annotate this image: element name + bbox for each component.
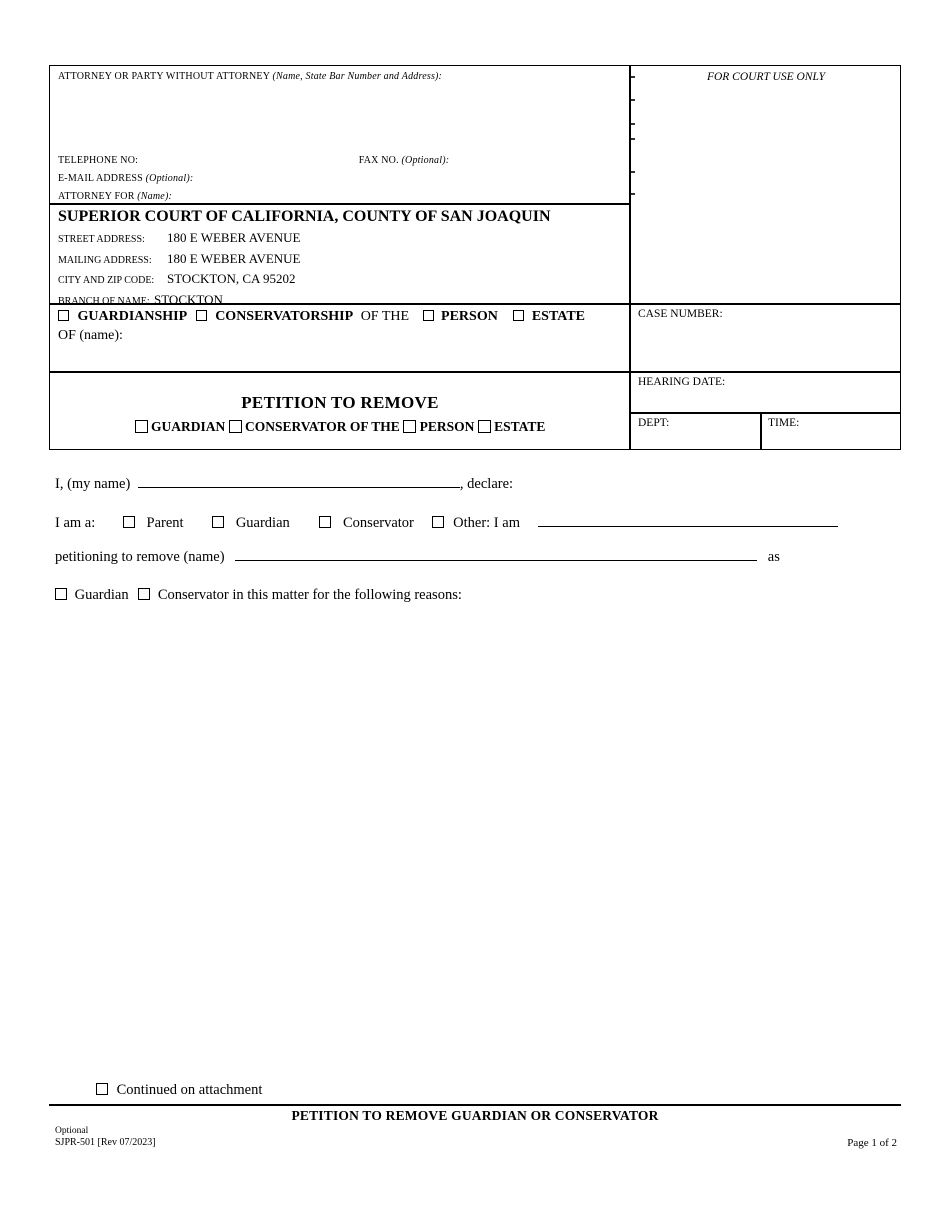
dept-field[interactable] [638, 431, 753, 449]
for-court-use-only-label: FOR COURT USE ONLY [706, 71, 826, 83]
i-am-a-label: I am a: [55, 515, 96, 531]
form-title: PETITION TO REMOVE [241, 393, 439, 412]
fax-label [359, 155, 450, 166]
dept-row-top-border [629, 412, 900, 414]
scan-tick [631, 138, 635, 140]
title-estate-checkbox[interactable] [478, 420, 491, 433]
declare-suffix: , declare: [459, 476, 514, 492]
attorney-for-label-hint: (Name): [137, 191, 173, 202]
guardian-label: Guardian [235, 515, 290, 531]
title-guardian-label: GUARDIAN [151, 419, 226, 434]
title-estate-label: ESTATE [494, 419, 546, 434]
scan-tick [631, 123, 635, 125]
email-row [58, 173, 193, 184]
fax-label-hint: (Optional): [401, 155, 450, 166]
reasons-line [55, 587, 462, 604]
email-label-hint: (Optional): [145, 173, 194, 184]
telephone-label [58, 155, 356, 166]
parent-label: Parent [146, 515, 184, 531]
reasons-guardian-checkbox[interactable] [55, 588, 67, 600]
hearing-date-label: HEARING DATE: [638, 376, 726, 388]
reasons-guardian-label: Guardian [74, 587, 129, 603]
matter-type-row [58, 309, 626, 325]
matter-estate-checkbox[interactable] [513, 310, 524, 321]
as-label: as [767, 549, 780, 565]
declare-line [55, 472, 513, 493]
city-zip-value: STOCKTON, CA 95202 [167, 271, 296, 286]
matter-of-name-label: OF (name): [58, 328, 123, 343]
mailing-address-value: 180 E WEBER AVENUE [167, 250, 301, 266]
scan-tick [631, 171, 635, 173]
form-header-table [49, 65, 901, 450]
matter-box-bottom-border [50, 371, 900, 373]
attorney-box-bottom-border [50, 203, 630, 205]
footer-form-number: SJPR-501 [Rev 07/2023] [55, 1137, 156, 1148]
case-number-field[interactable] [638, 324, 894, 368]
conservator-checkbox[interactable] [319, 516, 331, 528]
declare-prefix: I, (my name) [55, 476, 131, 492]
remove-name-field[interactable] [235, 545, 757, 561]
branch-name-label: BRANCH OF NAME: [58, 295, 150, 307]
time-field[interactable] [768, 431, 893, 449]
matter-person-checkbox[interactable] [423, 310, 434, 321]
continued-label: Continued on attachment [116, 1082, 263, 1098]
street-address-label: STREET ADDRESS: [58, 234, 145, 245]
petitioning-label: petitioning to remove (name) [55, 549, 225, 565]
fax-label-text: FAX NO. [358, 155, 399, 166]
conservatorship-label: CONSERVATORSHIP [215, 309, 354, 324]
guardianship-checkbox[interactable] [58, 310, 69, 321]
footer-page-number: Page 1 of 2 [847, 1137, 897, 1149]
case-number-label: CASE NUMBER: [638, 308, 723, 320]
time-label: TIME: [768, 417, 800, 429]
ward-name-field[interactable] [125, 328, 620, 366]
dept-label: DEPT: [638, 417, 670, 429]
attorney-for-row [58, 191, 172, 202]
scan-tick [631, 99, 635, 101]
title-person-checkbox[interactable] [403, 420, 416, 433]
title-person-label: PERSON [419, 419, 475, 434]
continued-line [96, 1082, 262, 1099]
city-zip-row [58, 270, 626, 291]
title-conservator-label: CONSERVATOR OF THE [245, 419, 400, 434]
scan-tick [631, 76, 635, 78]
attorney-section-label [58, 71, 618, 82]
dept-time-divider [760, 412, 762, 449]
other-checkbox[interactable] [432, 516, 444, 528]
conservator-label: Conservator [343, 515, 414, 531]
footer-rule [49, 1104, 901, 1106]
matter-estate-label: ESTATE [531, 309, 586, 324]
title-guardian-checkbox[interactable] [135, 420, 148, 433]
mailing-address-row [58, 250, 626, 271]
attorney-label-hint: (Name, State Bar Number and Address): [272, 71, 443, 82]
form-title-sub-row [50, 419, 630, 435]
reasons-conservator-label: Conservator [157, 587, 229, 603]
conservatorship-checkbox[interactable] [196, 310, 207, 321]
scan-tick [631, 193, 635, 195]
branch-name-value: STOCKTON [154, 291, 223, 307]
branch-name-row [58, 291, 626, 312]
street-address-value: 180 E WEBER AVENUE [167, 230, 301, 245]
reasons-field[interactable] [55, 615, 895, 1070]
hearing-date-field[interactable] [638, 390, 894, 410]
my-name-field[interactable] [138, 472, 460, 488]
reasons-conservator-checkbox[interactable] [138, 588, 150, 600]
guardianship-label: GUARDIANSHIP [77, 309, 188, 324]
court-address-block [58, 229, 626, 311]
email-label-text: E-MAIL ADDRESS [58, 173, 143, 184]
mailing-address-label: MAILING ADDRESS: [58, 254, 152, 266]
i-am-a-line [55, 511, 838, 532]
footer-form-title: PETITION TO REMOVE GUARDIAN OR CONSERVATOR [291, 1108, 659, 1123]
guardian-checkbox[interactable] [212, 516, 224, 528]
city-zip-label: CITY AND ZIP CODE: [58, 275, 155, 286]
title-conservator-checkbox[interactable] [229, 420, 242, 433]
petitioning-line [55, 545, 780, 566]
of-the-label: OF THE [360, 309, 410, 324]
street-address-row [58, 229, 626, 250]
footer-optional: Optional [55, 1126, 89, 1136]
reasons-rest-text: in this matter for the following reasons: [232, 587, 462, 603]
continued-checkbox[interactable] [96, 1083, 108, 1095]
attorney-for-label-text: ATTORNEY FOR [58, 191, 135, 202]
attorney-info-field[interactable] [58, 84, 623, 150]
matter-person-label: PERSON [441, 309, 498, 324]
telephone-row [58, 155, 623, 166]
other-label: Other: I am [453, 515, 520, 531]
other-description-field[interactable] [538, 511, 838, 527]
attorney-label-text: ATTORNEY OR PARTY WITHOUT ATTORNEY [58, 71, 270, 82]
court-name: SUPERIOR COURT OF CALIFORNIA, COUNTY OF SAN JOAQUIN [58, 208, 551, 225]
parent-checkbox[interactable] [123, 516, 135, 528]
telephone-label-text: TELEPHONE NO: [58, 155, 139, 166]
